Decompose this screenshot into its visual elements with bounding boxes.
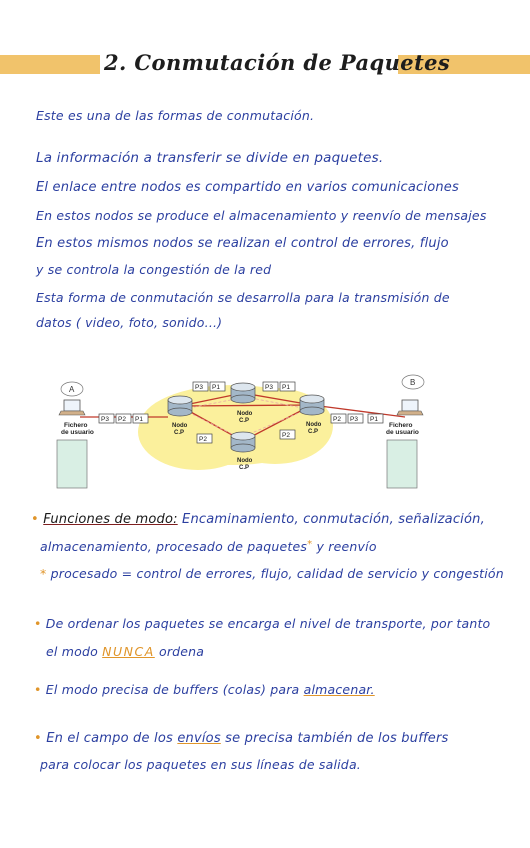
bullet-ordenar: [34, 616, 490, 631]
intro-line-3: El enlace entre nodos es compartido en varios comunicaciones: [36, 180, 459, 195]
intro-line-8: datos ( video, foto, sonido...): [36, 315, 223, 330]
ordenar-line-2: [46, 644, 204, 659]
fichero-a-line-1: Fichero: [64, 422, 88, 429]
intro-line-5: En estos mismos nodos se realizan el control de errores, flujo: [36, 236, 449, 251]
funciones-line-2: [40, 539, 377, 554]
node-right-label-2: C.P: [308, 429, 319, 435]
nunca-word: NUNCA: [102, 644, 155, 659]
campo-text-b: se precisa también de los buffers: [225, 731, 449, 746]
bullet-funciones: [31, 512, 485, 527]
host-b-label: B: [410, 378, 416, 387]
packet-label: P1: [135, 416, 143, 423]
node-top-label-2: C.P: [239, 418, 250, 424]
fichero-a-file: [57, 440, 87, 488]
asterisk-icon: *: [307, 539, 313, 550]
node-top-label-1: Nodo: [237, 411, 253, 417]
bullet-campo: [34, 731, 448, 746]
packet-switching-diagram: [50, 370, 440, 490]
host-a-label: A: [69, 385, 75, 394]
fichero-a-line-2: de usuario: [61, 429, 94, 436]
procesado-note: [40, 566, 504, 581]
node-bottom-label-2: C.P: [239, 465, 250, 471]
fichero-b-file: [387, 440, 417, 488]
bullet-buffers: [34, 682, 375, 697]
host-a: [59, 400, 85, 415]
ordenar-line-1: De ordenar los paquetes se encarga el nivel de transporte, por tanto: [45, 616, 491, 631]
node-left-label-2: C.P: [174, 430, 185, 436]
packet-label: P1: [370, 416, 378, 423]
node-top: [231, 383, 255, 403]
node-left-label-1: Nodo: [172, 423, 188, 429]
packet-label: P2: [282, 432, 290, 439]
funciones-text: Encaminamiento, conmutación, señalización,: [182, 512, 485, 527]
campo-text-a: En el campo de los: [46, 731, 173, 746]
page-title: 2. Conmutación de Paquetes: [104, 50, 451, 75]
funciones-line-2-b: y reenvío: [316, 539, 377, 554]
buffers-text: El modo precisa de buffers (colas) para: [45, 682, 300, 697]
bullet-dot-icon: •: [31, 512, 39, 527]
intro-line-4: En estos nodos se produce el almacenamiento y reenvío de mensajes: [36, 208, 487, 223]
packet-label: P2: [118, 416, 126, 423]
fichero-b-line-1: Fichero: [389, 422, 413, 429]
campo-line-2: para colocar los paquetes en sus líneas de salida.: [40, 757, 361, 772]
ordenar-line-2-b: ordena: [158, 644, 205, 659]
bullet-dot-icon: •: [34, 731, 42, 746]
almacenar-word: almacenar.: [303, 682, 375, 697]
packet-label: P3: [101, 416, 109, 423]
procesado-text: procesado = control de errores, flujo, calidad de servicio y congestión: [50, 566, 504, 581]
intro-line-2: La información a transferir se divide en paquetes.: [36, 150, 384, 166]
asterisk-icon: *: [40, 566, 47, 581]
intro-line-7: Esta forma de conmutación se desarrolla para la transmisión de: [36, 290, 450, 305]
host-b: [397, 400, 423, 415]
packet-label: P2: [199, 436, 207, 443]
fichero-b-line-2: de usuario: [386, 429, 419, 436]
node-right: [300, 395, 324, 415]
node-bottom-label-1: Nodo: [237, 458, 253, 464]
bullet-dot-icon: •: [34, 682, 42, 697]
ordenar-line-2-a: el modo: [46, 644, 98, 659]
packet-label: P3: [265, 384, 273, 391]
funciones-label: Funciones de modo:: [43, 512, 178, 527]
node-left: [168, 396, 192, 416]
packet-label: P2: [333, 416, 341, 423]
funciones-line-2-a: almacenamiento, procesado de paquetes: [40, 539, 308, 554]
intro-line-6: y se controla la congestión de la red: [36, 262, 272, 277]
packet-label: P3: [350, 416, 358, 423]
intro-line-1: Este es una de las formas de conmutación.: [36, 108, 315, 123]
bullet-dot-icon: •: [34, 616, 42, 631]
packet-label: P1: [282, 384, 290, 391]
node-right-label-1: Nodo: [306, 422, 322, 428]
node-bottom: [231, 432, 255, 452]
envios-word: envíos: [177, 731, 221, 746]
packet-label: P3: [195, 384, 203, 391]
packet-label: P1: [212, 384, 220, 391]
